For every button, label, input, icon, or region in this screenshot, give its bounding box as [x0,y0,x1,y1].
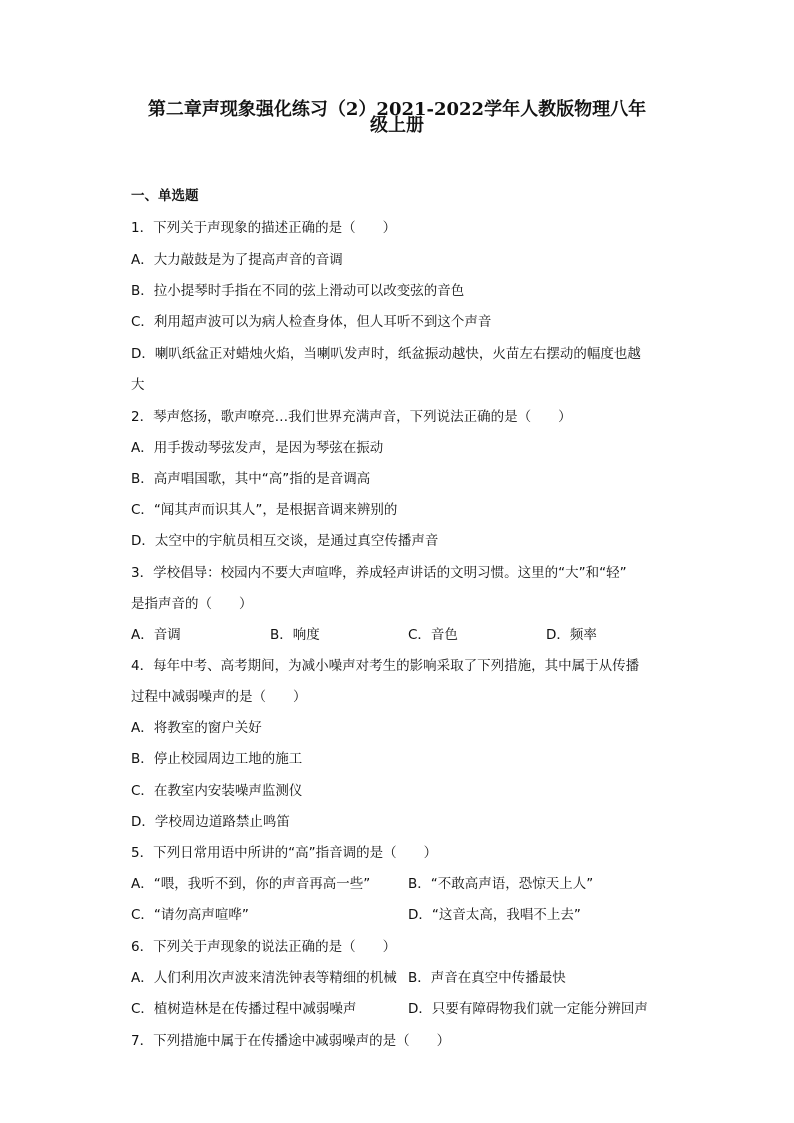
question-4-option-d: D．学校周边道路禁止鸣笛 [131,814,290,830]
question-2-option-c: C．“闻其声而识其人”，是根据音调来辨别的 [131,502,398,518]
question-3-stem: 3．学校倡导：校园内不要大声喧哗，养成轻声讲话的文明习惯。这里的“大”和“轻” [131,565,627,581]
question-4-stem-continued: 过程中减弱噪声的是（ ） [131,689,307,705]
question-3-option-c: C．音色 [408,627,458,643]
question-7-stem: 7．下列措施中属于在传播途中减弱噪声的是（ ） [131,1033,451,1049]
question-4-option-c: C．在教室内安装噪声监测仪 [131,783,303,799]
section-heading: 一、单选题 [131,188,199,204]
question-3-option-a: A．音调 [131,627,181,643]
question-6-option-a: A．人们利用次声波来清洗钟表等精细的机械 [131,970,397,986]
question-2-option-b: B．高声唱国歌，其中“高”指的是音调高 [131,471,371,487]
question-1-option-d-continued: 大 [131,377,145,393]
question-3-option-d: D．频率 [546,627,597,643]
question-2-option-d: D．太空中的宇航员相互交谈，是通过真空传播声音 [131,533,439,549]
question-1-stem: 1．下列关于声现象的描述正确的是（ ） [131,220,397,236]
question-1-option-a: A．大力敲鼓是为了提高声音的音调 [131,252,343,268]
question-5-option-d: D．“这音太高，我唱不上去” [408,907,581,923]
question-3-option-b: B．响度 [270,627,320,643]
question-5-option-c: C．“请勿高声喧哗” [131,907,249,923]
question-1-option-c: C．利用超声波可以为病人检查身体，但人耳听不到这个声音 [131,314,492,330]
question-5-option-b: B．“不敢高声语，恐惊天上人” [408,876,594,892]
question-4-option-a: A．将教室的窗户关好 [131,720,262,736]
question-5-stem: 5．下列日常用语中所讲的“高”指音调的是（ ） [131,845,438,861]
page-title: 第二章声现象强化练习（2）2021-2022学年人教版物理八年 [147,99,647,120]
question-6-stem: 6．下列关于声现象的说法正确的是（ ） [131,939,397,955]
question-6-option-b: B．声音在真空中传播最快 [408,970,566,986]
question-4-option-b: B．停止校园周边工地的施工 [131,751,303,767]
question-6-option-d: D．只要有障碍物我们就一定能分辨回声 [408,1001,648,1017]
page-title-continued: 级上册 [370,115,424,136]
question-2-stem: 2．琴声悠扬，歌声嘹亮…我们世界充满声音，下列说法正确的是（ ） [131,409,572,425]
question-1-option-d: D．喇叭纸盆正对蜡烛火焰，当喇叭发声时，纸盆振动越快，火苗左右摆动的幅度也越 [131,346,641,362]
question-5-option-a: A．“喂，我听不到，你的声音再高一些” [131,876,371,892]
question-3-stem-continued: 是指声音的（ ） [131,596,253,612]
question-2-option-a: A．用手拨动琴弦发声，是因为琴弦在振动 [131,440,384,456]
question-1-option-b: B．拉小提琴时手指在不同的弦上滑动可以改变弦的音色 [131,283,465,299]
question-6-option-c: C．植树造林是在传播过程中减弱噪声 [131,1001,357,1017]
question-4-stem: 4．每年中考、高考期间，为减小噪声对考生的影响采取了下列措施，其中属于从传播 [131,658,640,674]
